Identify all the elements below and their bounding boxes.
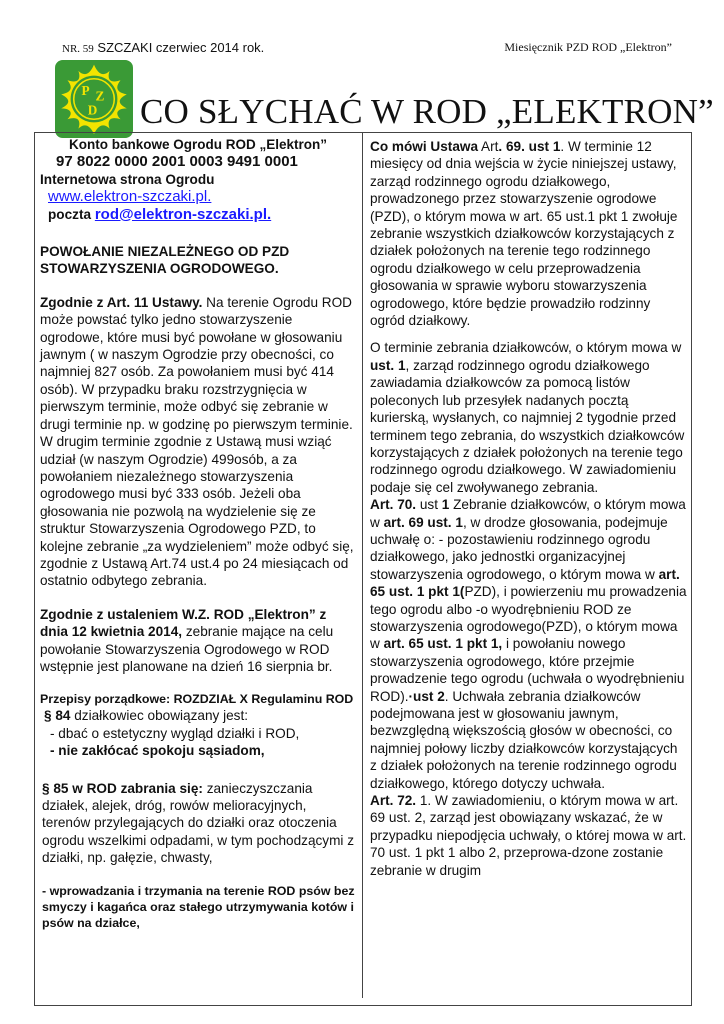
art70-bold-d: art. 65 ust. 1 pkt 1( (370, 566, 680, 600)
issue-date: SZCZAKI czerwiec 2014 rok. (97, 40, 265, 55)
wz-text: zebranie mające na celu powołanie Stowarzyszenia Ogrodowego w ROD wstępnie jest planowane na dzień 16 sierpnia br. (40, 624, 334, 674)
right-column (370, 138, 688, 879)
left-column (40, 136, 356, 931)
s85-item: - wprowadzania i trzymania na terenie ROD psów bez smyczy i kagańca oraz stałego utrzymywania kotów i psów na działce, (42, 883, 355, 930)
art69-text: . W terminie 12 miesięcy od dnia wejścia w życie niniejszej ustawy, zarząd rodzinnego ogrodu działkowego, prowadzonego przez stowarzyszenie ogrodowe (PZD), o którym mowa w art. 65 ust.1 pkt 1 zwołuje zebranie wszystkich działkowców korzystających z działek położonych na terenie tego rodzinnego ogrodu działkowego w celu przeprowadzenia głosowania w sprawie wyboru stowarzyszenia ogrodowego, które będzie prowadziło rodzinny ogród działkowy. (370, 139, 678, 329)
art70-bold-a: Art. 70. (370, 497, 417, 513)
art70-bold-e: art. 65 ust. 1 pkt 1, (383, 636, 503, 652)
art70-text-d: PZD), i powierzeniu mu prowadzenia tego ogrodu albo -o wyodrębnieniu ROD ze stowarzyszenia ogrodowego(PZD), o którym mowa w (370, 584, 687, 652)
s84-text: działkowiec obowiązany jest: (70, 708, 249, 724)
notice-bold: ust. 1 (370, 357, 406, 373)
issue-header (62, 40, 264, 55)
art11-paragraph (40, 294, 356, 590)
pzd-logo-icon (55, 60, 133, 138)
notice-paragraph (370, 339, 688, 496)
art70-text-c: , w drodze głosowania, podejmuje uchwałę o: - pozostawieniu rodzinnego ogrodu działkowego, jako jednostki organizacyjnej stowarzyszenia ogrodowego, o którym mowa w (370, 514, 668, 582)
art69-paragraph (370, 138, 688, 329)
art70-text-f: . Uchwała zebrania działkowców podejmowana jest w głosowaniu jawnym, bezwzględną większością głosów w obecności, co najmniej połowy liczby działkowców korzystających z działek położonych na terenie rodzinnego ogrodu działkowego, którego dotyczy uchwała. (370, 688, 678, 791)
s85-text: zanieczyszczania działek, alejek, dróg, rowów melioracyjnych, terenów przylegających do działki oraz otoczenia ogrodu wszelkimi odpadami, w tym pochodzącymi z działki, np. gałęzie, chwasty, (42, 780, 355, 866)
art72-bold: Art. 72. (370, 793, 417, 809)
section-heading: POWOŁANIE NIEZALEŻNEGO OD PZD STOWARZYSZENIA OGRODOWEGO. (40, 244, 290, 277)
notice-text-b: , zarząd rodzinnego ogrodu działkowego zawiadamia działkowców za pomocą listów poleconych lub przesyłek nadanych pocztą kurierską, wysłanych, co najmniej 2 tygodnie przed terminem tego zebrania, do wszystkich działkowców korzystających z działek położonych na terenie tego rodzinnego ogrodu działkowego. W zawiadomieniu podaje się cel zwoływanego zebrania. (370, 357, 685, 495)
regulations-heading: Przepisy porządkowe: ROZDZIAŁ X Regulaminu ROD (40, 692, 354, 707)
art70-bold-b: 1 (441, 497, 450, 513)
publication-name: Miesięcznik PZD ROD „Elektron” (504, 40, 672, 54)
account-label: Konto bankowe Ogrodu ROD „Elektron” (68, 137, 327, 152)
art70-text-e: i powołaniu nowego stowarzyszenia ogrodowego, które przejmie prowadzenie tego ogrodu (uchwała o wyodrębnieniu ROD). (370, 636, 685, 704)
issue-number: NR. 59 (62, 43, 94, 55)
art69-plain-a: Art (478, 139, 499, 154)
art11-bold: Zgodnie z Art. 11 Ustawy. (40, 294, 203, 310)
website-link[interactable]: www.elektron-szczaki.pl. (48, 188, 212, 206)
column-divider (362, 132, 363, 998)
s85-bold: § 85 w ROD zabrania się: (42, 780, 203, 796)
email-link[interactable]: rod@elektron-szczaki.pl. (94, 205, 272, 223)
svg-text:P: P (81, 83, 90, 99)
s84-bold: § 84 (44, 708, 71, 724)
art70-paragraph (370, 496, 688, 792)
art70-bold-f: ·ust 2 (408, 688, 445, 704)
art72-text: 1. W zawiadomieniu, o którym mowa w art. 69 ust. 2, zarząd jest obowiązany wskazać, że w przypadku niepodjęcia uchwały, o której mowa w art. 70 ust. 1 pkt 1 albo 2, przeprowa-dzone zostanie zebranie w drugim (370, 793, 687, 878)
page-title: CO SŁYCHAĆ W ROD „ELEKTRON” (140, 92, 714, 131)
s85-paragraph (40, 780, 356, 867)
art69-bold-b: . 69. ust 1 (498, 139, 561, 154)
art70-text-a: ust (416, 497, 442, 513)
svg-text:D: D (87, 102, 98, 118)
wz-paragraph (40, 606, 356, 676)
website-label: Internetowa strona Ogrodu (40, 171, 215, 187)
account-number: 97 8022 0000 2001 0003 9491 0001 (56, 153, 298, 171)
email-label: poczta (48, 206, 92, 222)
s84-item-1: - dbać o estetyczny wygląd działki i ROD, (50, 725, 300, 741)
art69-bold-a: Co mówi Ustawa (370, 139, 479, 154)
art11-text: Na terenie Ogrodu ROD może powstać tylko jedno stowarzyszenie ogrodowe, które musi być powołane w głosowaniu jawnym ( w naszym Ogrodzie przy obecności, co najmniej 827 osób. Za powołaniem musi być 414 osób). W przypadku braku rozstrzygnięcia w pierwszym terminie, może odbyć się zebranie w drugi terminie np. w godzinę po pierwszym terminie. W drugim terminie zgodnie z Ustawą musi wziąć udział (w naszym Ogrodzie) 499osób, a za powołaniem niezależnego stowarzyszenia ogrodowego musi być 333 osób. Jeżeli oba głosowania nie pozwolą na wydzielenie się ze struktur Stowarzyszenia Ogrodowego PZD, to kolejne zebranie „za wydzieleniem” może odbyć się, zgodnie z Ustawą Art.74 ust.4 po 24 miesiącach od ostatnio odbytego zebrania. (40, 294, 354, 589)
notice-text-a: O terminie zebrania działkowców, o którym mowa w (370, 340, 682, 356)
wz-bold: Zgodnie z ustaleniem W.Z. ROD „Elektron” z dnia 12 kwietnia 2014, (40, 606, 327, 640)
art70-bold-c: art. 69 ust. 1 (383, 514, 463, 530)
svg-text:Z: Z (95, 88, 105, 104)
art72-paragraph (370, 792, 688, 879)
s84-item-2: - nie zakłócać spokoju sąsiadom, (50, 743, 265, 759)
s84-paragraph (40, 707, 356, 724)
art70-text-b: Zebranie działkowców, o którym mowa w (370, 497, 686, 530)
